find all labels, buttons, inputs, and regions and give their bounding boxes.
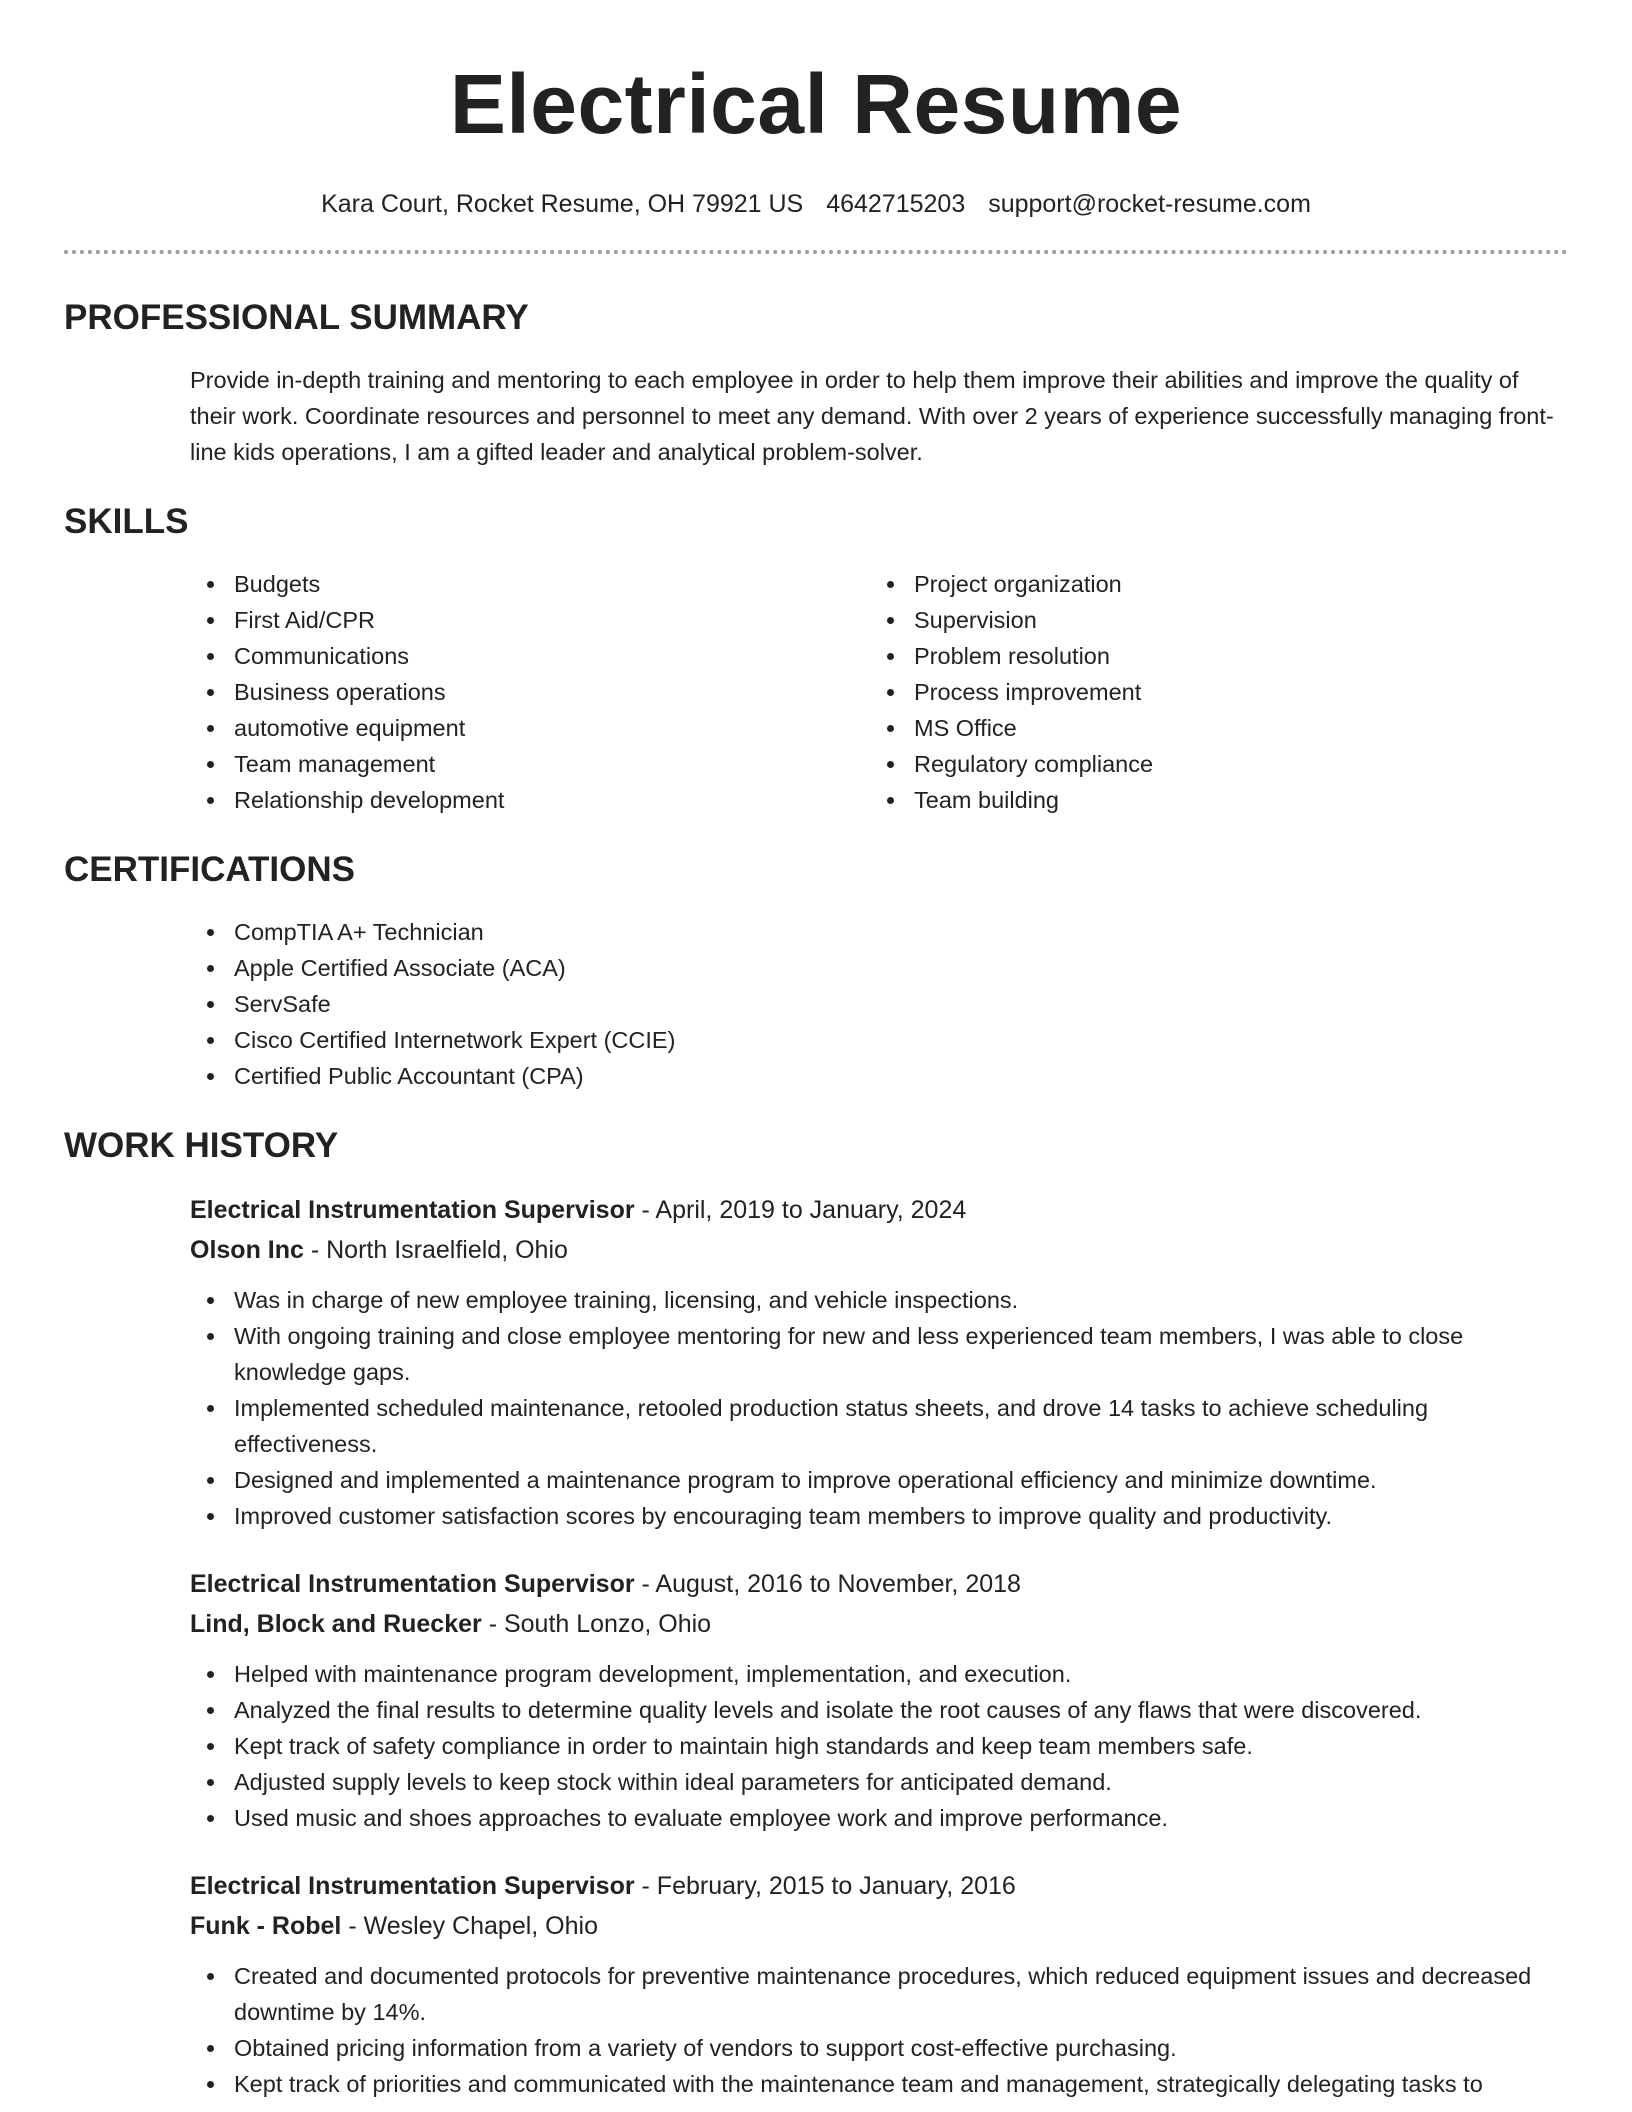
certifications-list [190,914,1568,1094]
certification-item: Cisco Certified Internetwork Expert (CCIE) [234,1022,1568,1058]
job-bullets [190,1656,1568,1836]
skill-item: Business operations [234,674,870,710]
job-company-line [190,1230,1568,1270]
skill-item: Communications [234,638,870,674]
certification-item: ServSafe [234,986,1568,1022]
resume-name: Electrical Resume [449,57,1183,151]
skill-item: Budgets [234,566,870,602]
skill-item: Problem resolution [914,638,1550,674]
job-dates: - February, 2015 to January, 2016 [634,1872,1016,1900]
job-title-line [190,1564,1568,1604]
skill-item: automotive equipment [234,710,870,746]
work-history-heading: WORK HISTORY [64,1126,339,1165]
job-entry [190,1190,1568,1534]
job-bullets [190,1282,1568,1534]
job-bullet: Designed and implemented a maintenance program to improve operational efficiency and minimize downtime. [234,1462,1568,1498]
job-bullet: Improved customer satisfaction scores by encouraging team members to improve quality and productivity. [234,1498,1568,1534]
summary-heading: PROFESSIONAL SUMMARY [64,298,529,337]
header-divider [64,250,1568,254]
job-bullet: Implemented scheduled maintenance, retooled production status sheets, and drove 14 tasks to achieve scheduling effectiveness. [234,1390,1568,1462]
job-dates: - April, 2019 to January, 2024 [634,1196,967,1224]
skills-column-right [870,566,1550,818]
skill-item: Regulatory compliance [914,746,1550,782]
skills-list [190,566,1568,818]
contact-email: support@rocket-resume.com [988,190,1311,218]
skill-item: Supervision [914,602,1550,638]
job-bullet: Kept track of priorities and communicated with the maintenance team and management, strategically delegating tasks to [234,2066,1568,2102]
job-entry [190,1866,1568,2102]
job-company: Funk - Robel [190,1912,342,1940]
job-company-line [190,1604,1568,1644]
skill-item: First Aid/CPR [234,602,870,638]
contact-line [64,188,1568,220]
job-role: Electrical Instrumentation Supervisor [190,1196,635,1224]
certification-item: Certified Public Accountant (CPA) [234,1058,1568,1094]
job-bullets [190,1958,1568,2102]
skill-item: Team management [234,746,870,782]
job-company: Olson Inc [190,1236,304,1264]
job-title-line [190,1190,1568,1230]
job-bullet: Was in charge of new employee training, licensing, and vehicle inspections. [234,1282,1568,1318]
skill-item: Relationship development [234,782,870,818]
job-bullet: Obtained pricing information from a variety of vendors to support cost-effective purchasing. [234,2030,1568,2066]
certifications-heading: CERTIFICATIONS [64,850,356,889]
job-company-line [190,1906,1568,1946]
certification-item: Apple Certified Associate (ACA) [234,950,1568,986]
job-location: - Wesley Chapel, Ohio [341,1912,598,1940]
job-bullet: Helped with maintenance program development, implementation, and execution. [234,1656,1568,1692]
job-role: Electrical Instrumentation Supervisor [190,1570,635,1598]
skills-heading: SKILLS [64,502,189,541]
job-bullet: Created and documented protocols for preventive maintenance procedures, which reduced equipment issues and decreased downtime by 14%. [234,1958,1568,2030]
job-role: Electrical Instrumentation Supervisor [190,1872,635,1900]
skills-column-left [190,566,870,818]
job-bullet: Adjusted supply levels to keep stock within ideal parameters for anticipated demand. [234,1764,1568,1800]
skill-item: Project organization [914,566,1550,602]
skill-item: Process improvement [914,674,1550,710]
job-company: Lind, Block and Ruecker [190,1610,482,1638]
job-location: - South Lonzo, Ohio [481,1610,712,1638]
job-bullet: With ongoing training and close employee mentoring for new and less experienced team members, I was able to close knowledge gaps. [234,1318,1568,1390]
contact-phone: 4642715203 [826,190,966,218]
job-bullet: Kept track of safety compliance in order to maintain high standards and keep team members safe. [234,1728,1568,1764]
summary-text: Provide in-depth training and mentoring to each employee in order to help them improve their abilities and improve the quality of their work. Coordinate resources and personnel to meet any demand. With over 2 years of experience successfully managing front-line kids operations, I am a gifted leader and analytical problem-solver. [190,367,1554,465]
job-bullet: Used music and shoes approaches to evaluate employee work and improve performance. [234,1800,1568,1836]
job-location: - North Israelfield, Ohio [303,1236,568,1264]
job-title-line [190,1866,1568,1906]
job-entry [190,1564,1568,1836]
certifications-items [190,914,1568,1094]
contact-address: Kara Court, Rocket Resume, OH 79921 US [321,190,804,218]
skill-item: MS Office [914,710,1550,746]
certification-item: CompTIA A+ Technician [234,914,1568,950]
job-dates: - August, 2016 to November, 2018 [634,1570,1021,1598]
skill-item: Team building [914,782,1550,818]
job-bullet: Analyzed the final results to determine quality levels and isolate the root causes of any flaws that were discovered. [234,1692,1568,1728]
